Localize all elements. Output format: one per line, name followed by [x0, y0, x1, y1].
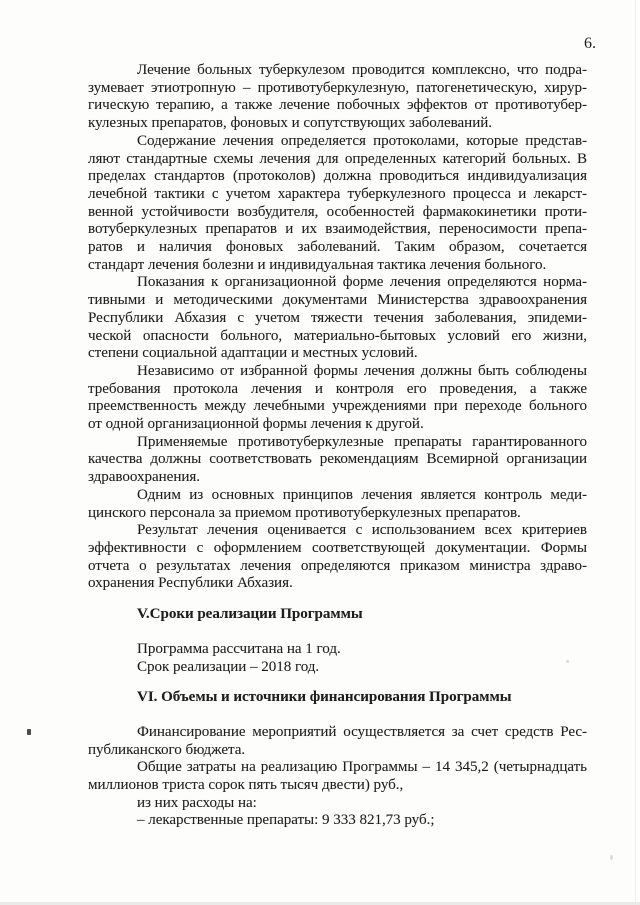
text-line: лечебной тактики с учетом характера туберкулезного процесса и лекарст- — [88, 185, 587, 202]
paragraph — [88, 434, 587, 487]
text-line: Срок реализации – 2018 год. — [137, 658, 320, 675]
text-line: отчета о результатах лечения определяются приказом министра здраво- — [88, 557, 587, 574]
text-line: ляют стандартные схемы лечения для определенных категорий больных. В — [88, 150, 587, 167]
text-line: Применяемые противотуберкулезные препараты гарантированного — [137, 433, 587, 450]
scan-speck — [610, 855, 613, 860]
paragraph — [88, 724, 587, 759]
scan-speck — [566, 660, 569, 663]
paragraph — [88, 133, 587, 275]
paragraph — [88, 759, 587, 794]
text-line: преемственность между лечебными учреждениями при переходе больного — [88, 398, 587, 415]
text-line: пределах стандартов (протоколов) должна проводиться индивидуализация — [88, 168, 587, 185]
text-line: эффективности с оформлением соответствующей документации. Формы — [88, 539, 587, 556]
text-line: зумевает этиотропную – противотуберкулезную, патогенетическую, хирур- — [88, 79, 587, 96]
text-line: V.Сроки реализации Программы — [137, 606, 363, 623]
text-line: цинского персонала за приемом противотуберкулезных препаратов. — [88, 504, 521, 521]
section-heading — [88, 689, 587, 707]
text-line: публиканского бюджета. — [88, 741, 246, 758]
scan-artifact-line — [635, 0, 636, 905]
paragraph — [88, 274, 587, 363]
paragraph — [88, 659, 587, 677]
text-line: стандарт лечения болезни и индивидуальная тактика лечения больного. — [88, 256, 547, 273]
text-line: ческой опасности больного, материально-бытовых условий его жизни, — [88, 327, 587, 344]
text-line: кулезных препаратов, фоновых и сопутствующих заболеваний. — [88, 115, 492, 132]
text-line: охранения Республики Абхазия. — [88, 575, 293, 592]
text-line: Результат лечения оценивается с использованием всех критериев — [137, 522, 587, 539]
paragraph — [88, 812, 587, 830]
text-line: Республики Абхазия с учетом тяжести течения заболевания, эпидеми- — [88, 309, 587, 326]
scan-speck — [27, 729, 31, 735]
text-line: венной устойчивости возбудителя, особенностей фармакокинетики проти- — [88, 203, 587, 220]
text-line: из них расходы на: — [137, 794, 257, 811]
text-line: от одной организационной формы лечения к другой. — [88, 416, 424, 433]
text-line: гическую терапию, а также лечение побочных эффектов от противотубер- — [88, 97, 587, 114]
text-line: Финансирование мероприятий осуществляется за счет средств Рес- — [137, 723, 587, 740]
text-line: VI. Объемы и источники финансирования Программы — [137, 689, 512, 706]
text-line: Общие затраты на реализацию Программы – 14 345,2 (четырнадцать — [137, 759, 587, 776]
text-line: требования протокола лечения и контроля его проведения, а также — [88, 380, 587, 397]
paragraph — [88, 363, 587, 434]
paragraph — [88, 62, 587, 133]
text-line: Лечение больных туберкулезом проводится комплексно, что подра- — [137, 62, 587, 78]
paragraph — [88, 641, 587, 659]
text-line: вотуберкулезных препаратов и их взаимодействия, переносимости препа- — [88, 221, 587, 238]
text-line: ратов и наличия фоновых заболеваний. Таким образом, сочетается — [88, 239, 587, 256]
text-line: миллионов триста сорок пять тысяч двести) руб., — [88, 777, 404, 794]
page-number: 6. — [584, 35, 596, 52]
text-line: Содержание лечения определяется протоколами, которые представ- — [137, 132, 587, 149]
text-line: Показания к организационной форме лечения определяются норма- — [137, 274, 587, 291]
section-heading — [88, 606, 587, 624]
text-line: здравоохранения. — [88, 469, 200, 486]
paragraph — [88, 487, 587, 522]
text-line: качества должны соответствовать рекомендациям Всемирной организации — [88, 451, 587, 468]
document-body — [88, 62, 587, 830]
paragraph — [88, 522, 587, 593]
text-line: Программа рассчитана на 1 год. — [137, 640, 341, 657]
text-line: Одним из основных принципов лечения является контроль меди- — [137, 486, 587, 503]
text-line: – лекарственные препараты: 9 333 821,73 руб.; — [137, 812, 435, 829]
text-line: тивными и методическими документами Министерства здравоохранения — [88, 292, 587, 309]
text-line: степени социальной адаптации и местных условий. — [88, 345, 418, 362]
paragraph — [88, 795, 587, 813]
text-line: Независимо от избранной формы лечения должны быть соблюдены — [137, 362, 587, 379]
